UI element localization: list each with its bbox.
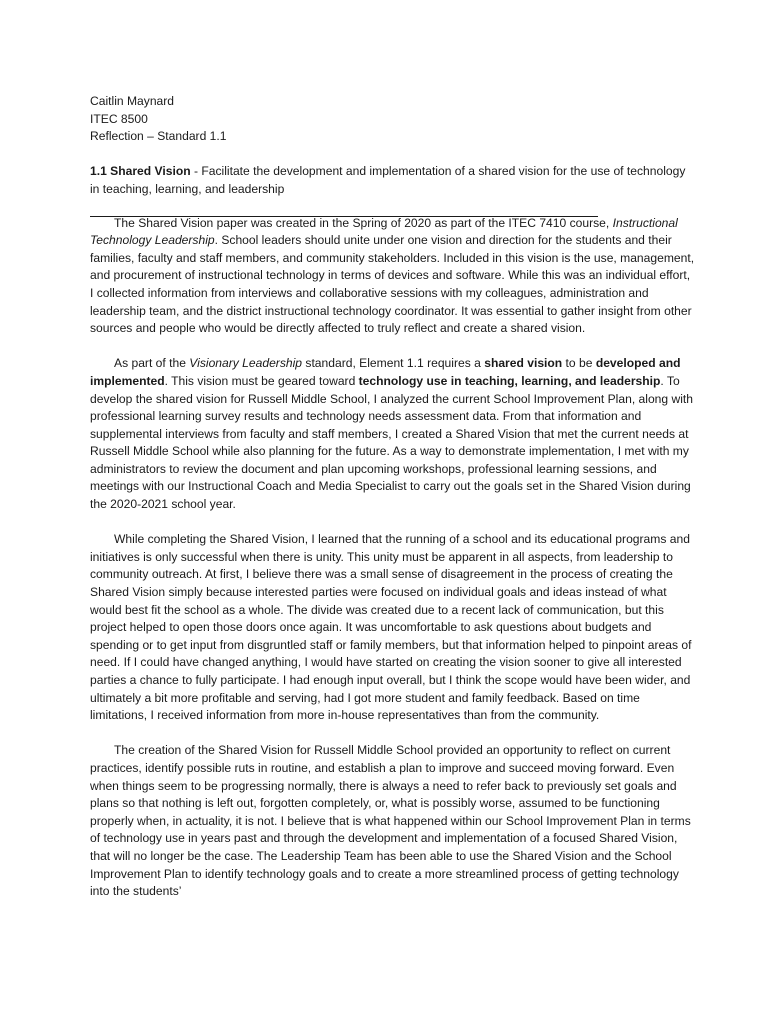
paragraph-reflection: The creation of the Shared Vision for Russell Middle School provided an opportunity to reflect on current practices, identify possible ruts in routine, and establish a plan to improve and succeed moving forward. Even when things seem to be progressing normally, there is always a need to refer back to previously set goals and plans so that nothing is left out, forgotten completely, or, what is possibly worse, assumed to be functioning properly when, in actuality, it is not. I believe that is what happened within our School Improvement Plan in terms of technology use in years past and through the development and implementation of a focused Shared Vision, that will no longer be the case. The Leadership Team has been able to use the Shared Vision and the School Improvement Plan to identify technology goals and to create a more streamlined process of getting technology into the students’ (90, 743, 691, 899)
course-code: ITEC 8500 (90, 111, 148, 126)
standard-heading (90, 163, 696, 198)
paragraph-shared-vision-paper (90, 215, 696, 338)
bold-term: shared vision (484, 356, 563, 371)
paragraph-text: The Shared Vision paper was created in the Spring of 2020 as part of the ITEC 7410 course, (114, 215, 613, 230)
standard-description: Facilitate the development and implementation of a shared vision for the use of technology in teaching, learning, and leadership (90, 164, 686, 196)
paragraph-visionary-leadership (90, 355, 696, 513)
paragraph-text: standard, Element 1.1 requires a (302, 356, 485, 371)
course-title-italic: Instructional Technology Leadership (90, 215, 678, 248)
document-header (90, 93, 696, 146)
document-title: Reflection – Standard 1.1 (90, 129, 227, 144)
paragraph-text: As part of the (114, 356, 190, 371)
paragraph-text: . School leaders should unite under one vision and direction for the students and their families, faculty and staff members, and community stakeholders. Included in this vision is the use, management, and procurement of instructional technology in terms of devices and software. While this was an individual effort, I collected information from interviews and collaborative sessions with my colleagues, administration and leadership team, and the district instructional technology coordinator. It was essential to gather insight from other sources and people who would be directly affected to truly reflect and create a shared vision. (90, 233, 695, 336)
author-name: Caitlin Maynard (90, 94, 175, 108)
bold-term: technology use in teaching, learning, and leadership (358, 373, 661, 388)
standard-label: 1.1 Shared Vision (90, 164, 191, 179)
standard-separator: - (190, 164, 202, 179)
bold-term: developed and implemented (90, 356, 681, 388)
standard-name-italic: Visionary Leadership (189, 356, 303, 371)
paragraph-text: . To develop the shared vision for Russell Middle School, I analyzed the current School Improvement Plan, along with professional learning survey results and technology needs assessment data. From that information and supplemental interviews from faculty and staff members, I created a Shared Vision that met the current needs at Russell Middle School while also planning for the future. As a way to demonstrate implementation, I met with my administrators to review the document and plan upcoming workshops, professional learning sessions, and meetings with our Instructional Coach and Media Specialist to carry out the goals set in the Shared Vision during the 2020-2021 school year. (90, 373, 693, 512)
paragraph-text: . This vision must be geared toward (164, 373, 359, 388)
paragraph-text: to be (562, 356, 596, 371)
paragraph-unity: While completing the Shared Vision, I learned that the running of a school and its educational programs and initiatives is only successful when there is unity. This unity must be apparent in all aspects, from leadership to community outreach. At first, I believe there was a small sense of disagreement in the process of creating the Shared Vision simply because interested parties were focused on individual goals and ideas instead of what would best fit the school as a whole. The divide was created due to a recent lack of communication, but this project helped to open those doors once again. It was uncomfortable to ask questions about budgets and spending or to get input from disgruntled staff or family members, but that information helped to pinpoint areas of need. If I could have changed anything, I would have started on creating the vision sooner to give all interested parties a chance to fully participate. I had enough input overall, but I think the scope would have been wider, and ultimately a bit more profitable and serving, had I got more student and family feedback. Based on time limitations, I received information from more in-house representatives than from the community. (90, 532, 692, 723)
